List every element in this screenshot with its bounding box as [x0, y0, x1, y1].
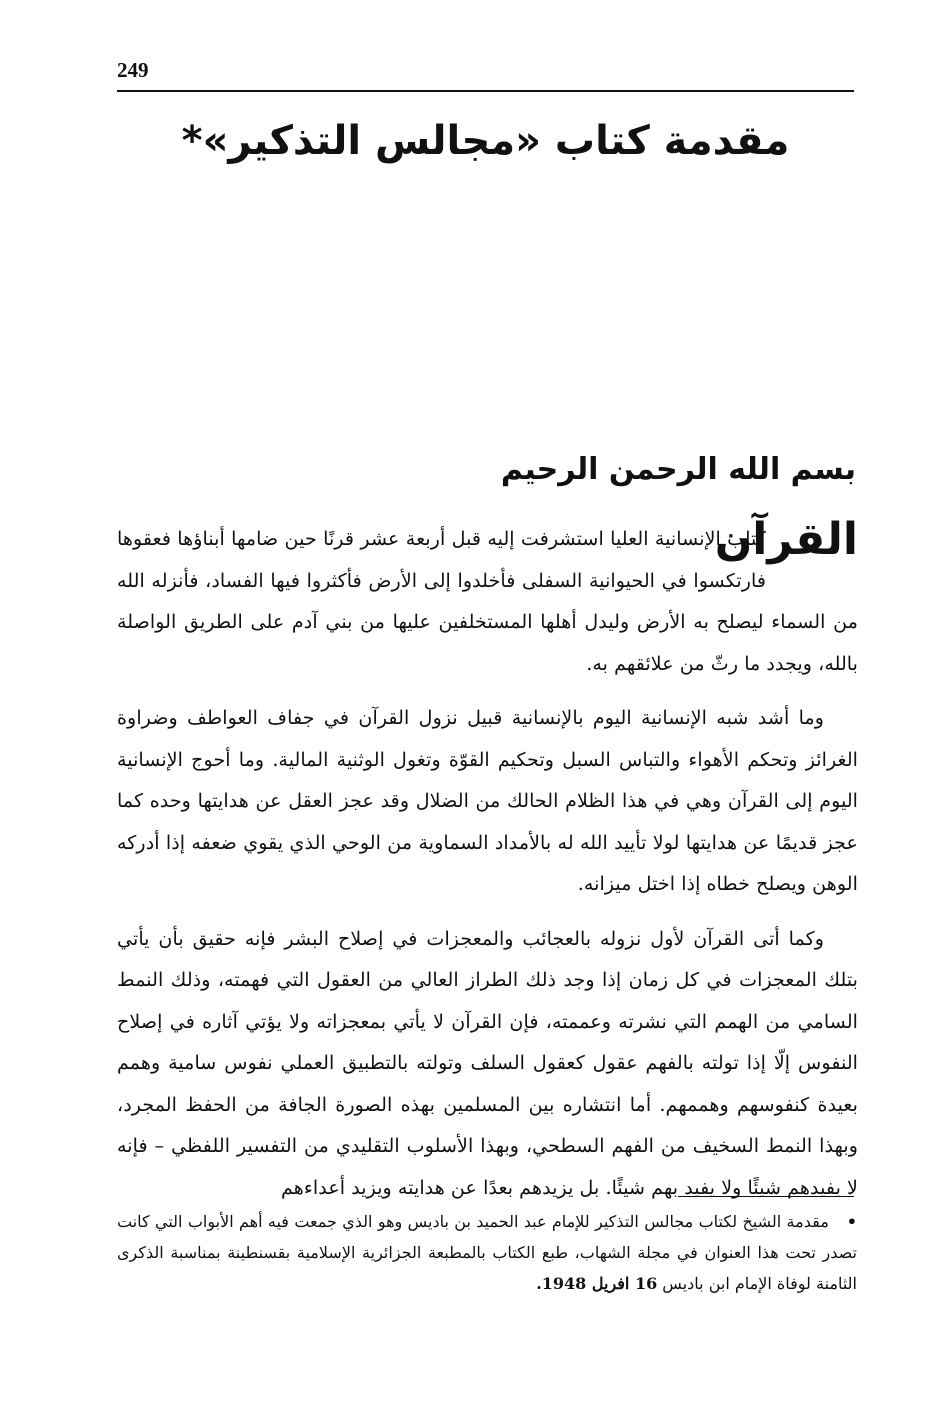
chapter-title: مقدمة كتاب «مجالس التذكير»* — [181, 118, 790, 164]
footnote-date: 16 افريل 1948. — [536, 1274, 658, 1293]
paragraph-2: وما أشد شبه الإنسانية اليوم بالإنسانية قبيل نزول القرآن في جفاف العواطف وضراوة الغرائز وتحكم الأهواء والتباس السبل وتحكيم القوّة وتغول الوثنية المالية. وما أحوج الإنسانية اليوم إلى القرآن وهي في هذا الظلام الحالك من الضلال وقد عجز العقل عن هدايتها وحده كما عجز قديمًا عن هدايتها لولا تأييد الله له بالأمداد السماوية من الوحي الذي يقوي ضعفه إذا أدركه الوهن ويصلح خطاه إذا اختل ميزانه. — [117, 706, 858, 895]
body-text — [117, 514, 858, 1208]
footnote-rule — [678, 1196, 854, 1197]
paragraph-1: كتاب الإنسانية العليا استشرفت إليه قبل أربعة عشر قرنًا حين ضامها أبناؤها فعقوها فارتكسوا في الحيوانية السفلى فأخلدوا إلى الأرض فأكثروا فيها الفساد، فأنزله الله من السماء ليصلح به الأرض وليدل أهلها المستخلفين عليها من بني آدم على الطريق الواصلة بالله، ويجدد ما رثّ من علائقهم به. — [117, 527, 858, 675]
header-rule — [117, 90, 854, 92]
footnote — [117, 1206, 857, 1299]
basmala-heading: بسم الله الرحمن الرحيم — [500, 452, 856, 487]
page-number: 249 — [117, 58, 149, 82]
footnote-marker: • — [846, 1212, 857, 1231]
drop-word-quran: القرآن — [714, 514, 858, 565]
paragraph-3: وكما أتى القرآن لأول نزوله بالعجائب والمعجزات في إصلاح البشر فإنه حقيق بأن يأتي بتلك المعجزات في كل زمان إذا وجد ذلك الطراز العالي من العقول التي فهمته، وذلك النمط السامي من الهمم التي نشرته وعممته، فإن القرآن لا يأتي بمعجزاته ولا يؤتي آثاره في إصلاح النفوس إلّا إذا تولته بالفهم عقول كعقول السلف وتولته بالتطبيق العملي نفوس سامية وهمم بعيدة كنفوسهم وهممهم. أما انتشاره بين المسلمين بهذه الصورة الجافة من الحفظ المجرد، وبهذا النمط السخيف من الفهم السطحي، وبهذا الأسلوب التقليدي من التفسير اللفظي – فإنه لا يفيدهم شيئًا ولا يفيد بهم شيئًا. بل يزيدهم بعدًا عن هدايته ويزيد أعداءهم — [117, 926, 858, 1199]
footnote-text: مقدمة الشيخ لكتاب مجالس التذكير للإمام عبد الحميد بن باديس وهو الذي جمعت فيه أهم الأبواب التي كانت تصدر تحت هذا العنوان في مجلة الشهاب، طبع الكتاب بالمطبعة الجزائرية الإسلامية بقسنطينة بمناسبة الذكرى الثامنة لوفاة الإمام ابن باديس — [117, 1212, 857, 1293]
